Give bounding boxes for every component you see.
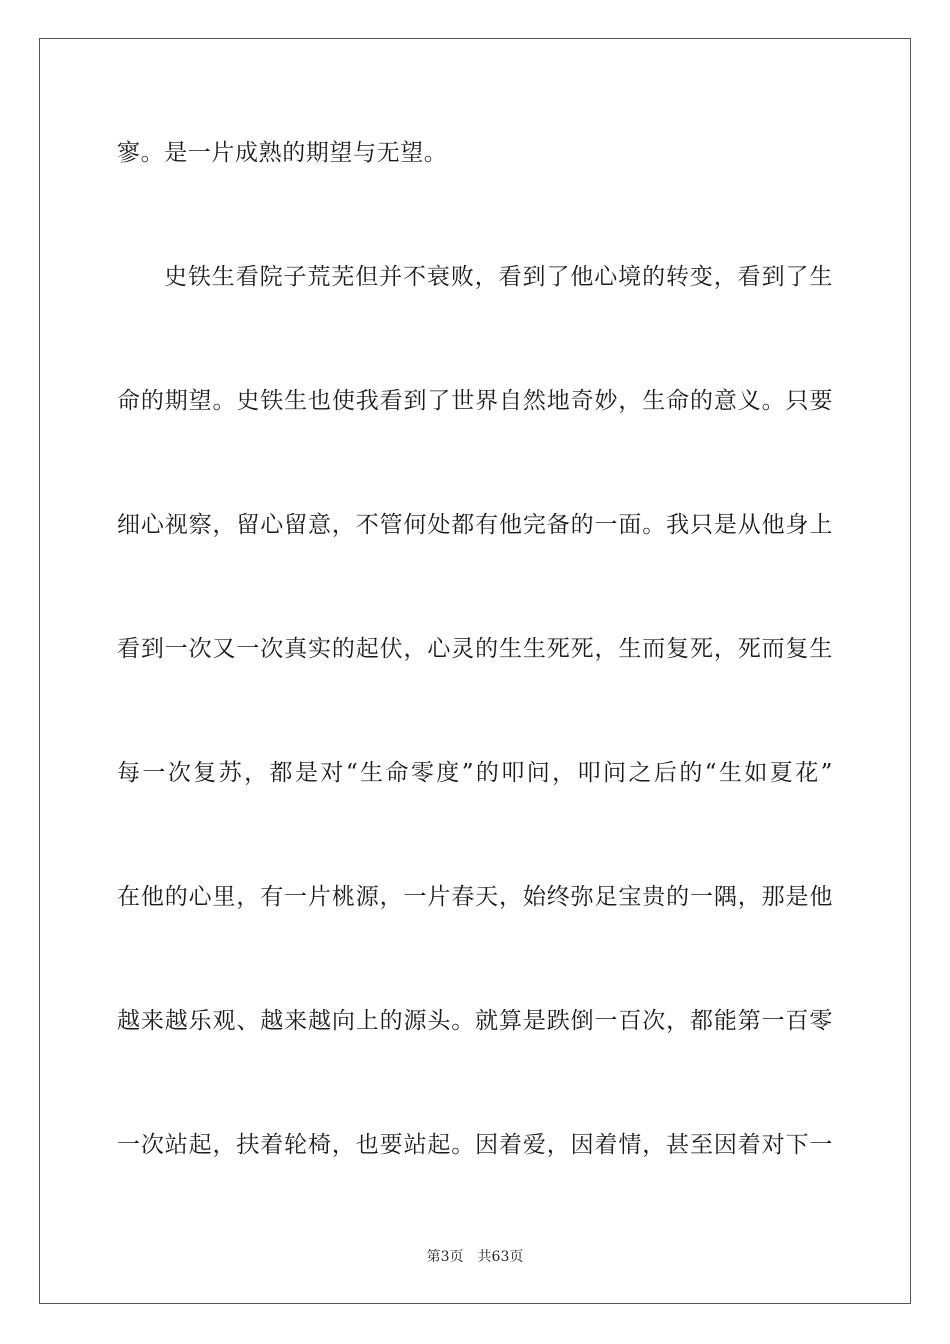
- text-line: 细心视察，留心留意，不管何处都有他完备的一面。我只是从他身上: [117, 512, 833, 538]
- text-line: 看到一次又一次真实的起伏，心灵的生生死死，生而复死，死而复生: [117, 636, 833, 662]
- text-line: 每一次复苏，都是对“生命零度”的叩问，叩问之后的“生如夏花”: [117, 760, 833, 786]
- text-line: 史铁生看院子荒芜但并不衰败，看到了他心境的转变，看到了生: [164, 264, 833, 290]
- page-footer: [0, 1248, 950, 1266]
- page-number-current: 第3页: [426, 1249, 464, 1265]
- text-line: 在他的心里，有一片桃源，一片春天，始终弥足宝贵的一隅，那是他: [117, 884, 833, 910]
- page-border: [39, 38, 911, 1304]
- text-line: 越来越乐观、越来越向上的源头。就算是跌倒一百次，都能第一百零: [117, 1008, 833, 1034]
- text-line: 寥。是一片成熟的期望与无望。: [117, 140, 448, 166]
- text-line: 命的期望。史铁生也使我看到了世界自然地奇妙，生命的意义。只要: [117, 388, 833, 414]
- page-number-total: 共63页: [477, 1249, 524, 1265]
- text-line: 一次站起，扶着轮椅，也要站起。因着爱，因着情，甚至因着对下一: [117, 1132, 833, 1158]
